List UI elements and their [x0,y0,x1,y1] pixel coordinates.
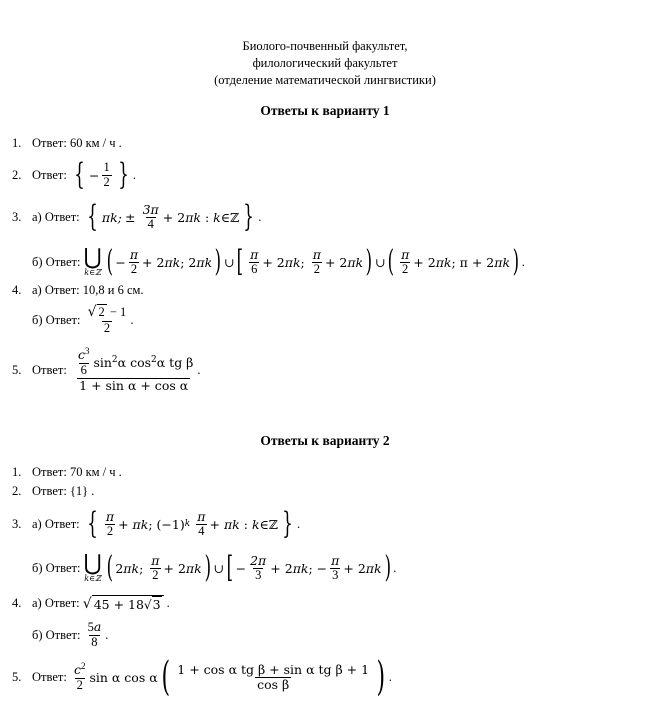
v2-answer-3b: б) Ответ: ⋃ k∈ℤ ( 2 πk ; $\frac{\pi}{2}$ + 2 πk ) ∪ [ − $\frac{2\pi}{3}$ + 2 πk ; − $\frac{\pi}{3}$ + 2 πk ) . [32,550,397,585]
item-number: 4. [12,596,22,611]
answer-label: Ответ: [32,167,67,182]
answer-label: Ответ: [32,484,67,498]
answer-label: а) Ответ: [32,516,80,531]
v1-answer-1 [0,136,122,151]
answer-label: а) Ответ: [32,283,80,297]
v1-answer-5: 5. Ответ: $\frac{c^3}{6}$ $\sin^2\alpha$ $\cos^2\alpha$ tg β 1 + sin α + cos α . [12,346,201,393]
answer-value: 10,8 и 6 см. [82,283,144,297]
answer-label: б) Ответ: [32,312,81,327]
answer-value: 60 км / ч . [69,136,122,150]
item-number: 1. [12,136,22,150]
v1-answer-2: 2. Ответ: { − $\frac{1}{2}$ } . [12,157,136,192]
v1-answer-3a: 3. а) Ответ: { πk; ± $\frac{3\pi}{4}$ + 2 πk : k ∈ℤ } . [12,199,262,234]
item-number: 3. [12,516,22,531]
v2-answer-5: 5. Ответ: $\frac{c^2}{2}$ sin α cos α ( $\frac{\text{1 + cos α tg β + sin α tg β + 1}}{\text{cos β}}$ ) . [12,654,392,700]
item-number: 4. [12,283,22,297]
header-line-3: (отделение математической лингвистики) [214,73,436,87]
variant1-title: Ответы к варианту 1 [260,103,390,118]
item-number: 3. [12,209,22,224]
item-number: 5. [12,362,22,377]
v2-answer-3a: 3. а) Ответ: { $\frac{\pi}{2}$ + πk ; (−1) k $\frac{\pi}{4}$ + πk : k ∈ℤ } . [12,506,301,541]
v2-answer-2 [0,484,94,499]
answer-label: Ответ: [32,669,67,684]
answer-value: 70 км / ч . [69,465,122,479]
answer-label: Ответ: [32,362,67,377]
item-number: 2. [12,167,22,182]
answer-label: Ответ: [32,136,67,150]
variant2-title: Ответы к варианту 2 [260,433,390,448]
header-line-2: филологический факультет [252,56,398,70]
v1-answer-3b: б) Ответ: ⋃ k∈ℤ ( − $\frac{\pi}{2}$ + 2 πk ; 2 πk ) ∪ [ $\frac{\pi}{6}$ + 2 πk ; $\frac{\pi}{2}$ + 2 πk ) ∪ ( $\frac{\pi}{2}$ + 2 πk ; π + 2 πk ) . [32,244,525,279]
answer-label: б) Ответ: [32,254,81,269]
answer-value: {1} . [69,484,95,498]
answer-label: б) Ответ: [32,627,81,642]
v2-answer-1 [0,465,122,480]
answer-label: а) Ответ: [32,209,80,224]
v1-answer-4b: б) Ответ: $\frac{√ 2 - 1}{2}$ . [32,304,134,335]
answer-label: б) Ответ: [32,560,81,575]
faculty-header [0,38,650,89]
v2-answer-4a: 4. а) Ответ: √ 45 + 18√3 . [12,595,170,612]
answer-label: Ответ: [32,465,67,479]
header-line-1: Биолого-почвенный факультет, [242,39,408,53]
item-number: 5. [12,669,22,684]
item-number: 1. [12,465,22,479]
v1-answer-4a [0,283,144,298]
answer-label: а) Ответ: [32,596,80,611]
item-number: 2. [12,484,22,498]
v2-answer-4b: б) Ответ: $\frac{5a}{8}$ . [32,619,109,649]
